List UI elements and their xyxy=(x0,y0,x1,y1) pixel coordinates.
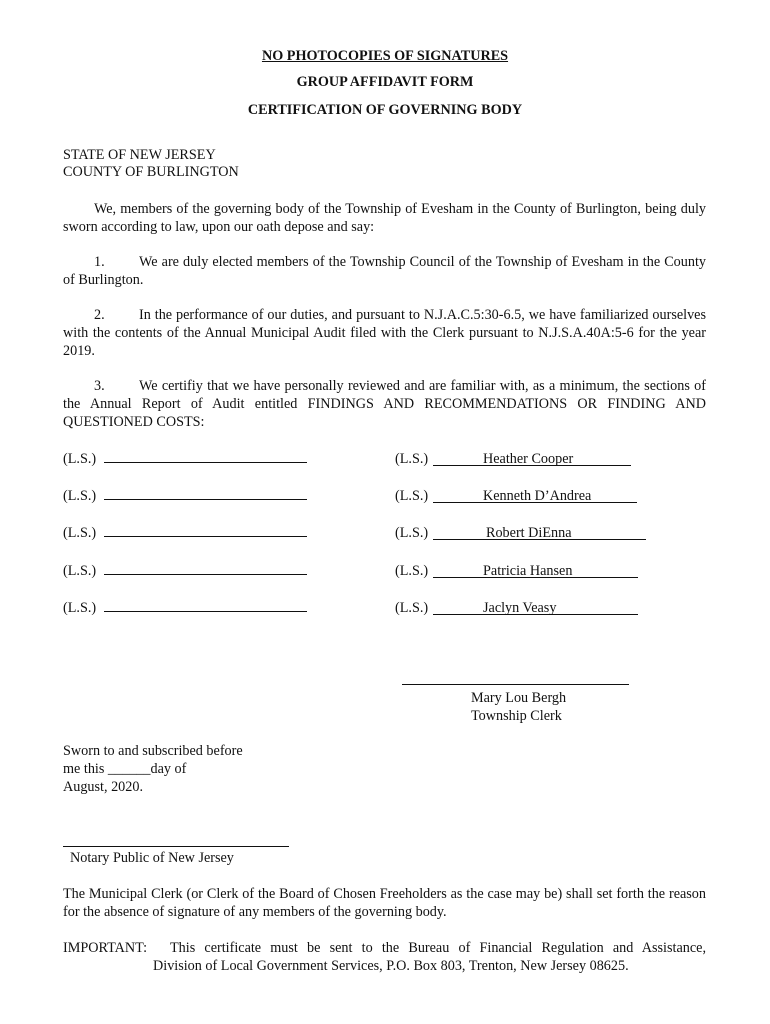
county-line: COUNTY OF BURLINGTON xyxy=(63,164,239,180)
signature-line-left-3[interactable] xyxy=(104,536,307,537)
notary-signature-line[interactable] xyxy=(63,846,289,847)
intro-paragraph: We, members of the governing body of the Township of Evesham in the County of Burlington, being duly sworn according to law, upon our oath depose and say: xyxy=(63,201,706,235)
ls-label-right-5: (L.S.) xyxy=(395,600,429,616)
signer-name-1: Heather Cooper xyxy=(483,451,574,467)
ls-label-left-1: (L.S.) xyxy=(63,451,97,467)
ls-label-left-2: (L.S.) xyxy=(63,488,97,504)
ls-label-right-1: (L.S.) xyxy=(395,451,429,467)
ls-label-right-4: (L.S.) xyxy=(395,563,429,579)
signature-line-right-1[interactable] xyxy=(433,450,631,466)
important-line-2: Division of Local Government Services, P.O. Box 803, Trenton, New Jersey 08625. xyxy=(153,958,629,974)
state-line: STATE OF NEW JERSEY xyxy=(63,147,216,163)
signer-name-3: Robert DiEnna xyxy=(486,525,572,541)
form-title: GROUP AFFIDAVIT FORM xyxy=(296,74,474,90)
item-2-number: 2. xyxy=(94,307,105,323)
clerk-note: The Municipal Clerk (or Clerk of the Board of Chosen Freeholders as the case may be) shall set forth the reason for the absence of signature of any members of the governing body. xyxy=(63,886,706,920)
signature-line-left-5[interactable] xyxy=(104,611,307,612)
item-3-number: 3. xyxy=(94,378,105,394)
signature-line-right-3[interactable] xyxy=(433,524,646,540)
signer-name-5: Jaclyn Veasy xyxy=(483,600,557,616)
notary-label: Notary Public of New Jersey xyxy=(70,850,234,866)
signature-line-left-4[interactable] xyxy=(104,574,307,575)
important-label: IMPORTANT: xyxy=(63,940,148,956)
item-1 xyxy=(63,253,706,289)
ls-label-right-2: (L.S.) xyxy=(395,488,429,504)
certification-title: CERTIFICATION OF GOVERNING BODY xyxy=(247,102,523,118)
signature-line-right-2[interactable] xyxy=(433,487,637,503)
clerk-title: Township Clerk xyxy=(471,708,562,724)
sworn-line-1: Sworn to and subscribed before xyxy=(63,743,243,759)
header-title: NO PHOTOCOPIES OF SIGNATURES xyxy=(261,48,509,64)
ls-label-right-3: (L.S.) xyxy=(395,525,429,541)
item-3 xyxy=(63,377,706,431)
item-1-text: We are duly elected members of the Township Council of the Township of Evesham in the County of Burlington. xyxy=(63,254,706,288)
item-2 xyxy=(63,306,706,360)
signer-name-4: Patricia Hansen xyxy=(483,563,573,579)
item-1-number: 1. xyxy=(94,254,105,270)
ls-label-left-5: (L.S.) xyxy=(63,600,97,616)
ls-label-left-3: (L.S.) xyxy=(63,525,97,541)
signature-line-left-2[interactable] xyxy=(104,499,307,500)
clerk-signature-line[interactable] xyxy=(402,684,629,685)
item-3-text: We certifiy that we have personally reviewed and are familiar with, as a minimum, the sections of the Annual Report of Audit entitled FINDINGS AND RECOMMENDATIONS OR FINDING AND QUESTIONED COSTS: xyxy=(63,378,706,430)
clerk-name: Mary Lou Bergh xyxy=(471,690,567,706)
ls-label-left-4: (L.S.) xyxy=(63,563,97,579)
signature-line-right-4[interactable] xyxy=(433,562,638,578)
item-2-text: In the performance of our duties, and pursuant to N.J.A.C.5:30-6.5, we have familiarized ourselves with the contents of the Annual Municipal Audit filed with the Clerk pursuant to N.J.S.A.40A:5-6 for the year 2019. xyxy=(63,307,706,359)
signature-line-right-5[interactable] xyxy=(433,599,638,615)
sworn-line-2: me this ______day of xyxy=(63,761,187,777)
sworn-line-3: August, 2020. xyxy=(63,779,144,795)
signature-line-left-1[interactable] xyxy=(104,462,307,463)
important-line-1: This certificate must be sent to the Bureau of Financial Regulation and Assistance, xyxy=(170,940,706,956)
signer-name-2: Kenneth D’Andrea xyxy=(483,488,592,504)
